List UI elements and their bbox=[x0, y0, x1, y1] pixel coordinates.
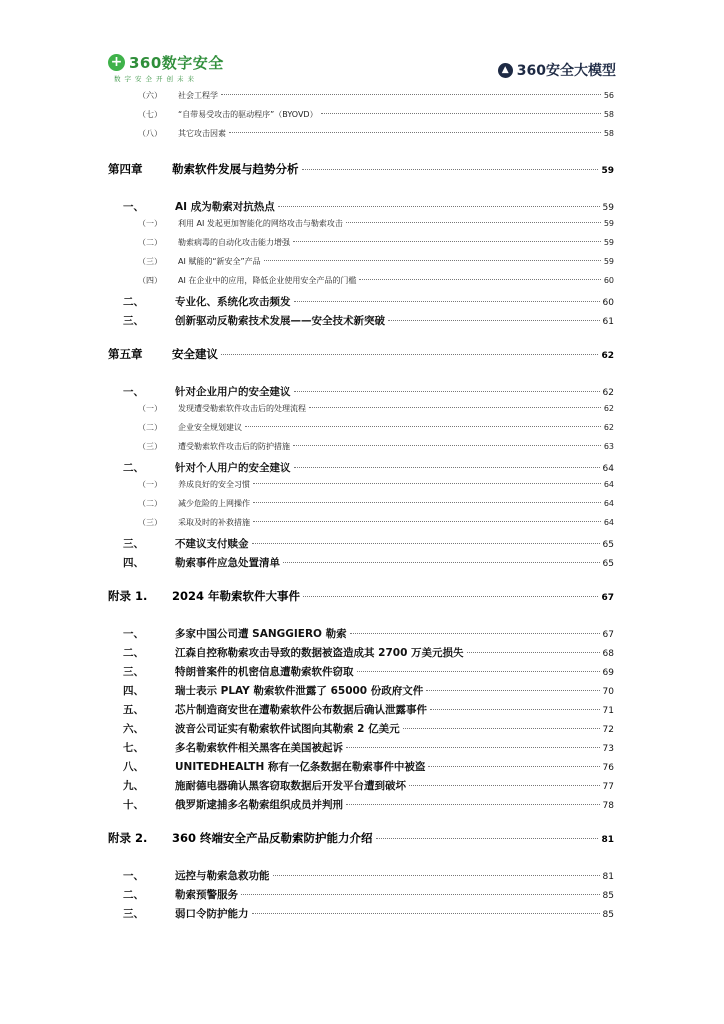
toc-section[interactable]: 一、 针对企业用户的安全建议 62 bbox=[123, 386, 614, 398]
toc-appendix-1[interactable]: 附录 1. 2024 年勒索软件大事件 67 bbox=[108, 589, 614, 603]
toc-section[interactable]: 一、 AI 成为勒索对抗热点 59 bbox=[123, 201, 614, 213]
toc-section[interactable]: 一、 多家中国公司遭 SANGGIERO 勒索 67 bbox=[123, 628, 614, 640]
toc-entry[interactable]: （六） 社会工程学 56 bbox=[138, 91, 614, 100]
toc-appendix-2[interactable]: 附录 2. 360 终端安全产品反勒索防护能力介绍 81 bbox=[108, 831, 614, 845]
toc-section[interactable]: 二、 针对个人用户的安全建议 64 bbox=[123, 462, 614, 474]
page-header bbox=[0, 0, 724, 90]
toc-entry[interactable]: （二） 减少危险的上网操作 64 bbox=[138, 499, 614, 508]
left-brand-text: 360数字安全 bbox=[129, 54, 224, 72]
toc-entry[interactable]: （八） 其它攻击因素 58 bbox=[138, 129, 614, 138]
brand-logo-360-large-model bbox=[498, 60, 616, 80]
toc-section[interactable]: 二、 江森自控称勒索攻击导致的数据被盗造成其 2700 万美元损失 68 bbox=[123, 647, 614, 659]
toc-section[interactable]: 四、 瑞士表示 PLAY 勒索软件泄露了 65000 份政府文件 70 bbox=[123, 685, 614, 697]
toc-section[interactable]: 六、 波音公司证实有勒索软件试图向其勒索 2 亿美元 72 bbox=[123, 723, 614, 735]
toc-entry[interactable]: （一） 养成良好的安全习惯 64 bbox=[138, 480, 614, 489]
toc-entry[interactable]: （二） 勒索病毒的自动化攻击能力增强 59 bbox=[138, 238, 614, 247]
toc-entry[interactable]: （二） 企业安全规划建议 62 bbox=[138, 423, 614, 432]
toc-section[interactable]: 一、 远控与勒索急救功能 81 bbox=[123, 870, 614, 882]
toc-entry[interactable]: （一） 发现遭受勒索软件攻击后的处理流程 62 bbox=[138, 404, 614, 413]
table-of-contents bbox=[108, 90, 614, 925]
toc-section[interactable]: 二、 勒索预警服务 85 bbox=[123, 889, 614, 901]
toc-entry[interactable]: （三） 遭受勒索软件攻击后的防护措施 63 bbox=[138, 442, 614, 451]
plus-logo-icon: + bbox=[108, 54, 125, 71]
left-slogan-text: 数字安全开创未来 bbox=[114, 75, 198, 83]
toc-chapter-5[interactable]: 第五章 安全建议 62 bbox=[108, 347, 614, 361]
brand-logo-360-digital-security bbox=[108, 52, 238, 82]
toc-section[interactable]: 七、 多名勒索软件相关黑客在美国被起诉 73 bbox=[123, 742, 614, 754]
toc-entry[interactable]: （三） AI 赋能的“新安全”产品 59 bbox=[138, 257, 614, 266]
toc-section[interactable]: 八、 UNITEDHEALTH 称有一亿条数据在勒索事件中被盗 76 bbox=[123, 761, 614, 773]
toc-section[interactable]: 五、 芯片制造商安世在遭勒索软件公布数据后确认泄露事件 71 bbox=[123, 704, 614, 716]
toc-section[interactable]: 三、 创新驱动反勒索技术发展——安全技术新突破 61 bbox=[123, 315, 614, 327]
toc-entry[interactable]: （七） “自带易受攻击的驱动程序”（BYOVD） 58 bbox=[138, 110, 614, 119]
toc-section[interactable]: 三、 弱口令防护能力 85 bbox=[123, 908, 614, 920]
right-brand-text: 360安全大模型 bbox=[516, 63, 616, 79]
toc-entry[interactable]: （三） 采取及时的补救措施 64 bbox=[138, 518, 614, 527]
toc-chapter-4[interactable]: 第四章 勒索软件发展与趋势分析 59 bbox=[108, 162, 614, 176]
toc-section[interactable]: 十、 俄罗斯逮捕多名勒索组织成员并判刑 78 bbox=[123, 799, 614, 811]
toc-section[interactable]: 二、 专业化、系统化攻击频发 60 bbox=[123, 296, 614, 308]
toc-section[interactable]: 三、 特朗普案件的机密信息遭勒索软件窃取 69 bbox=[123, 666, 614, 678]
toc-section[interactable]: 四、 勒索事件应急处置清单 65 bbox=[123, 557, 614, 569]
toc-entry[interactable]: （四） AI 在企业中的应用，降低企业使用安全产品的门槛 60 bbox=[138, 276, 614, 285]
toc-entry[interactable]: （一） 利用 AI 发起更加智能化的网络攻击与勒索攻击 59 bbox=[138, 219, 614, 228]
model-logo-icon: ▲ bbox=[498, 63, 513, 78]
toc-section[interactable]: 九、 施耐德电器确认黑客窃取数据后开发平台遭到破坏 77 bbox=[123, 780, 614, 792]
toc-section[interactable]: 三、 不建议支付赎金 65 bbox=[123, 538, 614, 550]
